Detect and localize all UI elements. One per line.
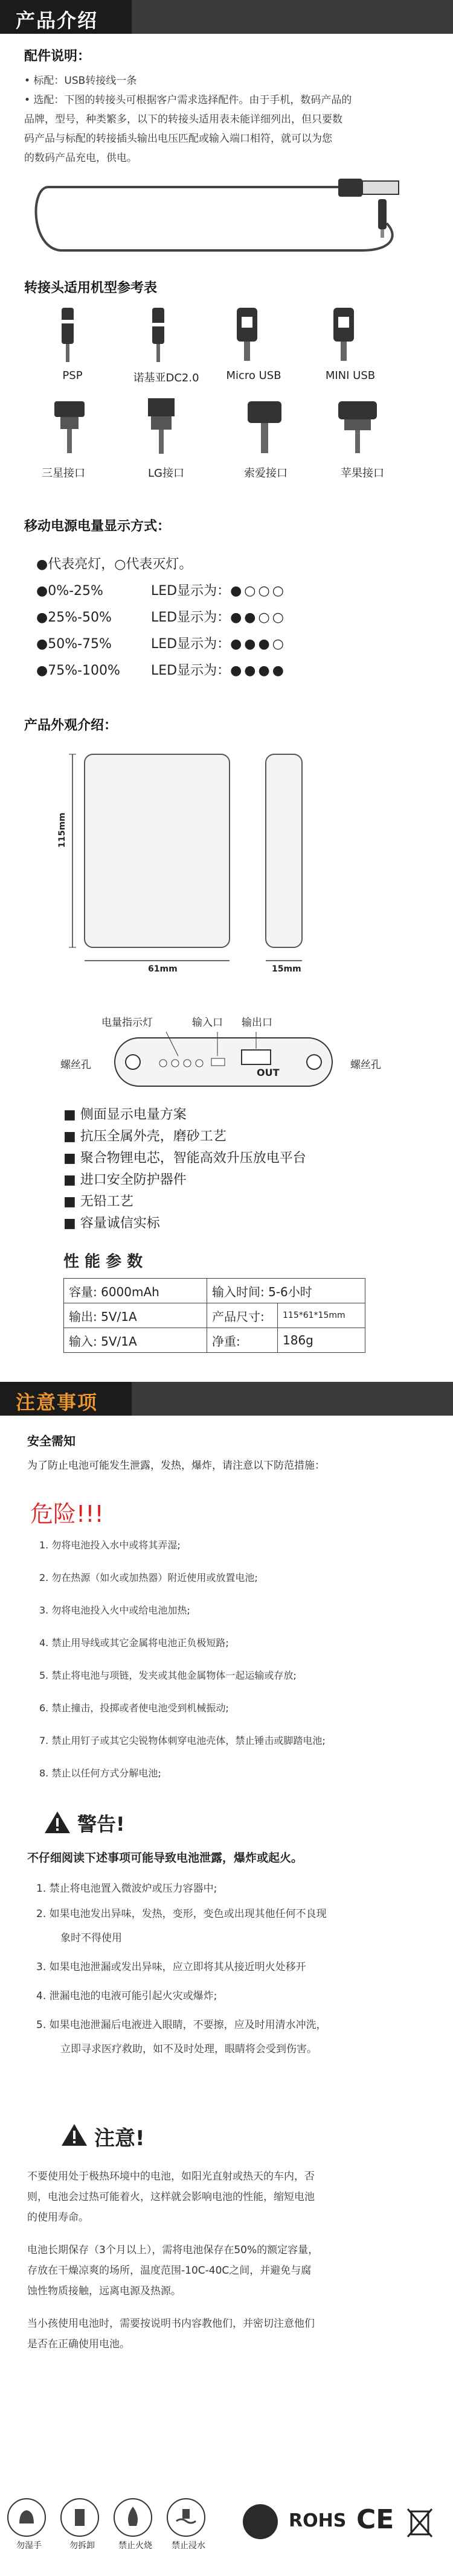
adapter-label: LG接口 xyxy=(148,467,184,480)
sony-ericsson-adapter-icon xyxy=(248,401,281,453)
device-outline-drawing xyxy=(60,748,344,978)
feature-item: ■ 抗压全属外壳，磨砂工艺 xyxy=(63,1129,226,1144)
safety-intro: 为了防止电池可能发生泄露，发热，爆炸，请注意以下防范措施： xyxy=(27,1460,325,1472)
spec-title: 性 能 参 数 xyxy=(63,1253,143,1271)
adapter-row1-drawings xyxy=(54,305,417,365)
display-row xyxy=(36,607,286,626)
warning-triangle-icon xyxy=(43,1810,71,1834)
feature-item: ■ 容量诚信实标 xyxy=(63,1216,160,1231)
feature-item: ■ 无铅工艺 xyxy=(63,1194,133,1209)
footer-icon-label: 勿拆卸 xyxy=(69,2541,95,2551)
footer-icon-label: 禁止浸水 xyxy=(172,2541,205,2551)
appearance-title: 产品外观介绍： xyxy=(24,718,118,733)
micro-usb-adapter-icon xyxy=(237,308,257,361)
section-banner-product xyxy=(0,0,453,34)
parts-line: 码产品与标配的转接插头输出电压匹配或输入端口相符，就可以为您 xyxy=(24,133,332,145)
spec-cell: 容量: 6000mAh xyxy=(64,1279,207,1303)
caution-line: 电池长期保存（3个月以上），需将电池保存在50%的额定容量， xyxy=(27,2244,319,2256)
caution-line: 存放在干燥凉爽的场所，温度范围-10C-40C之间，并避免与腐 xyxy=(27,2265,312,2277)
warning-item: 4. 泄漏电池的电液可能引起火灾或爆炸; xyxy=(36,1990,217,2002)
danger-item: 5. 禁止将电池与项链，发夹或其他金属物体一起运输或存放; xyxy=(39,1670,297,1681)
device-side-drawing xyxy=(109,1032,338,1092)
adapter-label: PSP xyxy=(62,369,83,382)
adapter-label: 诺基亚DC2.0 xyxy=(133,372,199,384)
parts-line: 的数码产品充电，供电。 xyxy=(24,152,137,164)
no-disassembly-icon xyxy=(60,2498,99,2537)
output-label: 输出口 xyxy=(242,1017,272,1029)
out-port-text: OUT xyxy=(257,1067,280,1078)
display-title: 移动电源电量显示方式： xyxy=(24,519,171,534)
danger-item: 2. 勿在热源（如火或加热器）附近使用或放置电池; xyxy=(39,1572,258,1583)
caution-line: 不要使用处于极热环境中的电池，如阳光直射或热天的车内，否 xyxy=(27,2171,315,2183)
warning-item: 2. 如果电池发出异味，发热，变形，变色或出现其他任何不良现 xyxy=(36,1908,327,1920)
parts-line: 品牌，型号，种类繁多，以下的转接头适用表未能详细列出，但只要数 xyxy=(24,113,342,126)
display-row xyxy=(36,634,286,652)
adapter-label: 三星接口 xyxy=(42,467,85,480)
danger-item: 1. 勿将电池投入水中或将其弄湿; xyxy=(39,1539,181,1551)
spec-cell: 产品尺寸: xyxy=(207,1303,278,1328)
caution-line: 是否在正确使用电池。 xyxy=(27,2338,130,2350)
display-range: ●0%-25% xyxy=(36,584,103,599)
warning-item: 象时不得使用 xyxy=(60,1932,122,1944)
screw-hole-right-label: 螺丝孔 xyxy=(350,1059,381,1071)
display-row xyxy=(36,580,286,599)
display-range: ●75%-100% xyxy=(36,663,120,678)
input-label: 输入口 xyxy=(192,1017,223,1029)
spec-cell: 186g xyxy=(278,1328,365,1353)
spec-cell: 净重: xyxy=(207,1328,278,1353)
ce-mark-icon: CE xyxy=(356,2504,394,2535)
banner-title: 产品介绍 xyxy=(16,9,98,32)
caution-triangle-icon xyxy=(60,2123,88,2147)
footer-icon-label: 禁止火烧 xyxy=(118,2541,152,2551)
warning-item: 1. 禁止将电池置入微波炉或压力容器中; xyxy=(36,1883,217,1895)
psp-adapter-icon xyxy=(60,308,75,362)
height-dimension: 115mm xyxy=(57,812,67,848)
danger-item: 4. 禁止用导线或其它金属将电池正负极短路; xyxy=(39,1637,229,1649)
display-dots: ●●●● xyxy=(230,663,286,678)
warning-heading: 警告! xyxy=(77,1813,125,1836)
adapter-label: 苹果接口 xyxy=(341,467,384,480)
display-label: LED显示为： xyxy=(151,637,231,652)
section-banner-notice xyxy=(0,1382,453,1416)
caution-heading: 注意! xyxy=(94,2126,145,2151)
spec-cell: 输出: 5V/1A xyxy=(64,1303,207,1328)
caution-line: 当小孩使用电池时，需要按说明书内容教他们，并密切注意他们 xyxy=(27,2318,315,2330)
nokia-adapter-icon xyxy=(151,308,165,362)
feature-item: ■ 侧面显示电量方案 xyxy=(63,1107,187,1122)
danger-item: 3. 勿将电池投入火中或给电池加热; xyxy=(39,1604,190,1616)
no-wet-hands-icon xyxy=(7,2498,46,2537)
width-dimension: 61mm xyxy=(148,964,178,974)
display-dots: ●○○○ xyxy=(230,584,286,599)
parts-text xyxy=(24,71,435,168)
lg-adapter-icon xyxy=(148,398,175,454)
warning-list xyxy=(36,1883,435,2067)
caution-line: 则，电池会过热可能着火，这样就会影响电池的性能，缩短电池 xyxy=(27,2191,315,2203)
no-water-icon xyxy=(167,2498,205,2537)
warning-item: 5. 如果电池泄漏后电液进入眼睛，不要擦，应及时用清水冲洗， xyxy=(36,2019,327,2031)
display-range: ●50%-75% xyxy=(36,637,112,652)
feature-item: ■ 进口安全防护器件 xyxy=(63,1172,187,1188)
caution-line: 蚀性物质接触，远离电源及热源。 xyxy=(27,2285,181,2297)
adapter-row2-drawings xyxy=(42,395,417,462)
display-dots: ●●○○ xyxy=(230,610,286,625)
display-legend: ●代表亮灯，○代表灭灯。 xyxy=(36,557,193,572)
caution-text xyxy=(27,2166,432,2355)
warning-item: 立即寻求医疗救助，如不及时处理，眼睛将会受到伤害。 xyxy=(60,2043,317,2055)
display-label: LED显示为： xyxy=(151,663,231,678)
adapter-label: 索爱接口 xyxy=(244,467,288,480)
usb-cable-illustration xyxy=(24,175,435,266)
depth-dimension: 15mm xyxy=(272,964,301,974)
parts-line: • 标配：USB转接线一条 xyxy=(24,75,137,87)
rohs-mark: ROHS xyxy=(289,2510,347,2531)
samsung-adapter-icon xyxy=(54,401,85,453)
danger-item: 8. 禁止以任何方式分解电池; xyxy=(39,1767,161,1779)
adapter-label: MINI USB xyxy=(325,369,376,382)
warning-subtitle: 不仔细阅读下述事项可能导致电池泄露，爆炸或起火。 xyxy=(27,1851,303,1865)
led-label: 电量指示灯 xyxy=(101,1017,153,1029)
spec-cell: 115*61*15mm xyxy=(278,1303,365,1328)
spec-cell: 输入: 5V/1A xyxy=(64,1328,207,1353)
recycle-bin-crossed-icon xyxy=(402,2503,438,2542)
danger-item: 7. 禁止用钉子或其它尖锐物体刺穿电池壳体，禁止锤击或脚踏电池; xyxy=(39,1735,326,1746)
banner-title: 注意事项 xyxy=(16,1391,98,1414)
spec-table xyxy=(63,1278,365,1353)
feature-item: ■ 聚合物锂电芯，智能高效升压放电平台 xyxy=(63,1151,306,1166)
no-burning-icon xyxy=(114,2498,152,2537)
tick-mark-icon xyxy=(243,2504,278,2539)
feature-list xyxy=(63,1104,306,1235)
display-dots: ●●●○ xyxy=(230,637,286,652)
adapter-label: Micro USB xyxy=(226,369,281,382)
caution-line: 的使用寿命。 xyxy=(27,2212,89,2224)
adapters-title: 转接头适用机型参考表 xyxy=(24,281,158,296)
parts-line: • 选配：下图的转接头可根据客户需求选择配件。由于手机，数码产品的 xyxy=(24,94,352,106)
parts-title: 配件说明： xyxy=(24,49,91,64)
apple-adapter-icon xyxy=(338,401,377,453)
mini-usb-adapter-icon xyxy=(333,308,354,361)
display-label: LED显示为： xyxy=(151,610,231,625)
display-row xyxy=(36,660,286,679)
warning-item: 3. 如果电池泄漏或发出异味，应立即将其从接近明火处移开 xyxy=(36,1961,306,1973)
safety-title: 安全需知 xyxy=(27,1434,76,1448)
danger-item: 6. 禁止撞击，投掷或者使电池受到机械振动; xyxy=(39,1702,229,1714)
footer-icon-label: 勿湿手 xyxy=(16,2541,42,2551)
display-range: ●25%-50% xyxy=(36,610,112,625)
danger-heading: 危险!!! xyxy=(30,1501,104,1527)
screw-hole-left-label: 螺丝孔 xyxy=(60,1059,91,1071)
danger-list xyxy=(39,1538,438,1798)
display-label: LED显示为： xyxy=(151,584,231,599)
spec-cell: 输入时间: 5-6小时 xyxy=(207,1279,365,1303)
